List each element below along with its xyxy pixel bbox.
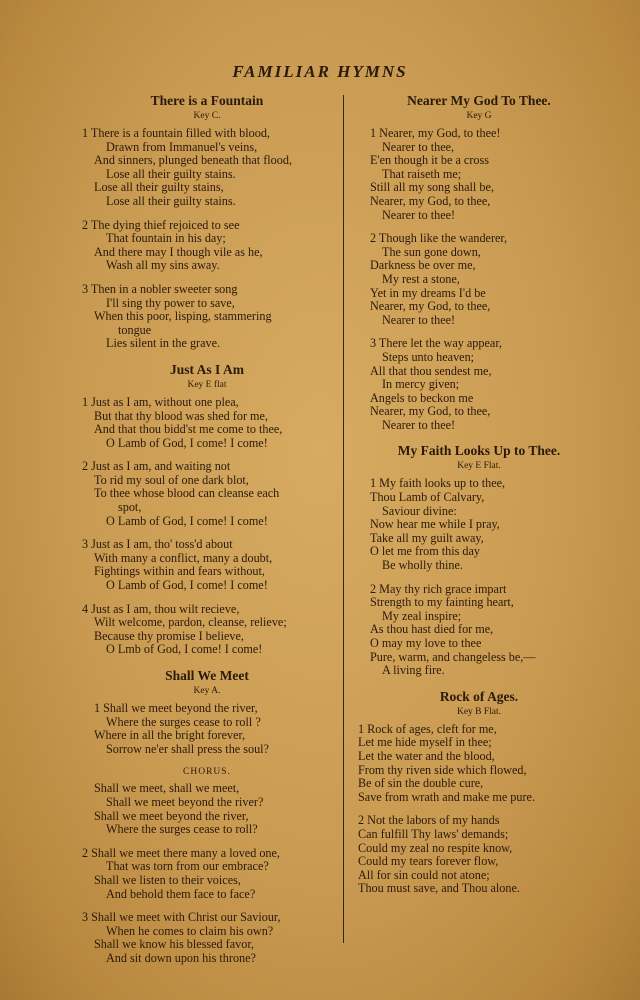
verse-line: From thy riven side which flowed, [358, 762, 527, 777]
verse [72, 283, 342, 351]
verse-line: Angels to beckon me [370, 390, 474, 405]
verse-line: Steps unto heaven; [382, 349, 475, 364]
verse-line: That was torn from our embrace? [106, 859, 269, 874]
verse-line: Because thy promise I believe, [94, 628, 244, 643]
verse-line: 2 May thy rich grace impart [370, 581, 507, 596]
verse-line: Lose all their guilty stains. [106, 166, 236, 181]
hymn-title: Just As I Am [170, 361, 244, 377]
verse-line: And there may I though vile as he, [94, 244, 263, 259]
verse-line: Shall we meet, shall we meet, [94, 781, 240, 796]
verse-line: And that thou bidd'st me come to thee, [94, 422, 283, 437]
verse-line: 3 Then in a nobler sweeter song [82, 281, 238, 296]
verse-line: Nearer to thee! [382, 312, 456, 327]
verse-line: O let me from this day [370, 544, 481, 559]
verse-line: 3 There let the way appear, [370, 336, 502, 351]
verse-line: Shall we know his blessed favor, [94, 937, 254, 952]
verse-line: 2 Not the labors of my hands [358, 813, 500, 828]
verse-line: O Lamb of God, I come! I come! [106, 578, 268, 593]
hymn [348, 688, 610, 896]
verse-line: 1 There is a fountain filled with blood, [82, 126, 270, 140]
verse-line: Drawn from Immanuel's veins, [106, 139, 258, 154]
verse-line: To thee whose blood can cleanse each [94, 486, 280, 501]
verse-line: 4 Just as I am, thou wilt recieve, [82, 601, 240, 616]
verse-line: And behold them face to face? [106, 886, 256, 901]
hymn-key: Key A. [193, 686, 221, 696]
hymn [348, 92, 610, 432]
verse [72, 460, 342, 528]
verse-line: Lose all their guilty stains, [94, 180, 224, 195]
right-column [348, 92, 610, 896]
verse-line: Let the water and the blood, [358, 748, 495, 763]
verse-line: Nearer, my God, to thee, [370, 404, 491, 419]
hymn [72, 667, 342, 966]
hymn-key: Key E Flat. [457, 461, 501, 472]
verse-line: When he comes to claim his own? [106, 923, 274, 938]
verse-line: When this poor, lisping, stammering [94, 309, 272, 324]
verse-line: 1 Rock of ages, cleft for me, [358, 721, 497, 736]
verse-line: To rid my soul of one dark blot, [94, 472, 249, 487]
verse-line: Where in all the bright forever, [94, 728, 246, 743]
verse-line: I'll sing thy power to save, [106, 295, 235, 310]
verse [72, 127, 342, 209]
page-title: FAMILIAR HYMNS [232, 62, 408, 81]
verse-line: 1 Just as I am, without one plea, [82, 394, 239, 409]
verse-line: 2 Just as I am, and waiting not [82, 459, 231, 474]
hymn-title: My Faith Looks Up to Thee. [397, 443, 561, 459]
chorus [72, 766, 342, 836]
verse-line: Lies silent in the grave. [106, 336, 221, 351]
verse-line: 1 My faith looks up to thee, [370, 476, 506, 491]
verse-line: Yet in my dreams I'd be [370, 285, 486, 300]
verse-line: Let me hide myself in thee; [358, 735, 492, 750]
hymn-key: Key G [466, 111, 492, 121]
verse-line: Can fulfill Thy laws' demands; [358, 826, 509, 841]
verse-line: Now hear me while I pray, [370, 517, 500, 532]
hymn-key: Key E flat [187, 379, 227, 390]
verse [72, 396, 342, 450]
verse-line: All that thou sendest me, [370, 363, 492, 378]
verse [348, 723, 610, 805]
verse-line: Save from wrath and make me pure. [358, 789, 535, 804]
verse-line: Darkness be over me, [370, 258, 476, 273]
verse-line: Still all my song shall be, [370, 180, 494, 195]
verse-line: Fightings within and fears without, [94, 564, 265, 579]
verse-line: O may my love to thee [370, 636, 482, 650]
verse [348, 477, 610, 572]
column-divider [343, 95, 344, 943]
verse-line: A living fire. [382, 663, 445, 678]
verse [72, 702, 342, 756]
verse-line: Thou Lamb of Calvary, [370, 490, 485, 505]
verse-line: As thou hast died for me, [370, 622, 494, 637]
verse-line: 2 The dying thief rejoiced to see [82, 217, 240, 232]
verse-line: Could my zeal no respite know, [358, 840, 513, 855]
verse [348, 814, 610, 896]
hymn [72, 361, 342, 657]
verse-line: That raiseth me; [382, 166, 462, 181]
verse-line: Be of sin the double cure, [358, 776, 484, 791]
verse-line: My zeal inspire; [382, 608, 462, 623]
verse-line: O Lmb of God, I come! I come! [106, 642, 263, 657]
verse-line: My rest a stone, [382, 271, 460, 286]
hymn-title: There is a Fountain [150, 93, 264, 108]
chorus-label: CHORUS. [183, 767, 231, 778]
verse-line: 2 Shall we meet there many a loved one, [82, 845, 280, 860]
verse-line: Strength to my fainting heart, [370, 595, 514, 610]
verse-line: The sun gone down, [382, 244, 481, 259]
verse-line: Be wholly thine. [382, 558, 463, 573]
verse-line: Wilt welcome, pardon, cleanse, relieve; [94, 615, 287, 630]
verse-line: Lose all their guilty stains. [106, 193, 236, 208]
verse-line: Sorrow ne'er shall press the soul? [106, 741, 269, 756]
verse-line: Shall we listen to their voices, [94, 872, 241, 887]
verse-line: In mercy given; [382, 377, 460, 392]
verse-line: All for sin could not atone; [358, 867, 490, 882]
verse-line: That fountain in his day; [106, 231, 226, 246]
verse-line: With many a conflict, many a doubt, [94, 550, 273, 565]
verse [72, 603, 342, 657]
verse-line: Shall we meet beyond the river, [94, 808, 249, 823]
verse-line: Where the surges cease to roll ? [106, 714, 261, 729]
verse-line: Could my tears forever flow, [358, 854, 499, 869]
left-column [72, 92, 342, 966]
verse-line: Wash all my sins away. [106, 258, 220, 273]
verse-line: O Lamb of God, I come! I come! [106, 435, 268, 450]
verse-line: O Lamb of God, I come! I come! [106, 513, 268, 528]
verse-line: Nearer to thee! [382, 207, 456, 222]
verse-line: Pure, warm, and changeless be,— [370, 649, 536, 664]
verse-line: Nearer to thee, [382, 139, 455, 154]
verse-line: Take all my guilt away, [370, 530, 484, 545]
verse-line: Thou must save, and Thou alone. [358, 881, 520, 896]
verse-line: 3 Just as I am, tho' toss'd about [82, 537, 233, 552]
verse-line: E'en though it be a cross [370, 153, 489, 168]
verse-line: 1 Shall we meet beyond the river, [94, 701, 258, 715]
verse-line: tongue [118, 322, 152, 337]
verse-line: Nearer, my God, to thee, [370, 193, 491, 208]
hymn-title: Shall We Meet [165, 668, 249, 683]
hymn-title: Nearer My God To Thee. [407, 93, 551, 108]
verse-line: Nearer to thee! [382, 417, 456, 432]
verse-line: And sit down upon his throne? [106, 950, 256, 965]
verse [72, 911, 342, 965]
hymn-key: Key B Flat. [456, 706, 502, 717]
verse-line: Shall we meet beyond the river? [106, 794, 264, 809]
verse [72, 538, 342, 592]
hymn-key: Key C. [193, 111, 221, 121]
verse [348, 127, 610, 222]
verse-line: Saviour divine: [382, 503, 457, 518]
verse [348, 583, 610, 678]
hymn [72, 92, 342, 351]
verse-line: Where the surges cease to roll? [106, 822, 258, 837]
verse [348, 232, 610, 327]
verse-line: 1 Nearer, my God, to thee! [370, 126, 501, 140]
verse-line: spot, [118, 500, 142, 515]
verse-line: 2 Though like the wanderer, [370, 231, 508, 246]
verse-line: Nearer, my God, to thee, [370, 299, 491, 314]
verse [72, 847, 342, 901]
hymn-title: Rock of Ages. [439, 688, 519, 704]
verse-line: 3 Shall we meet with Christ our Saviour, [82, 910, 281, 925]
verse-line: But that thy blood was shed for me, [94, 408, 268, 423]
verse [72, 219, 342, 273]
hymn [348, 442, 610, 677]
verse [348, 337, 610, 432]
verse-line: And sinners, plunged beneath that flood, [94, 153, 293, 168]
